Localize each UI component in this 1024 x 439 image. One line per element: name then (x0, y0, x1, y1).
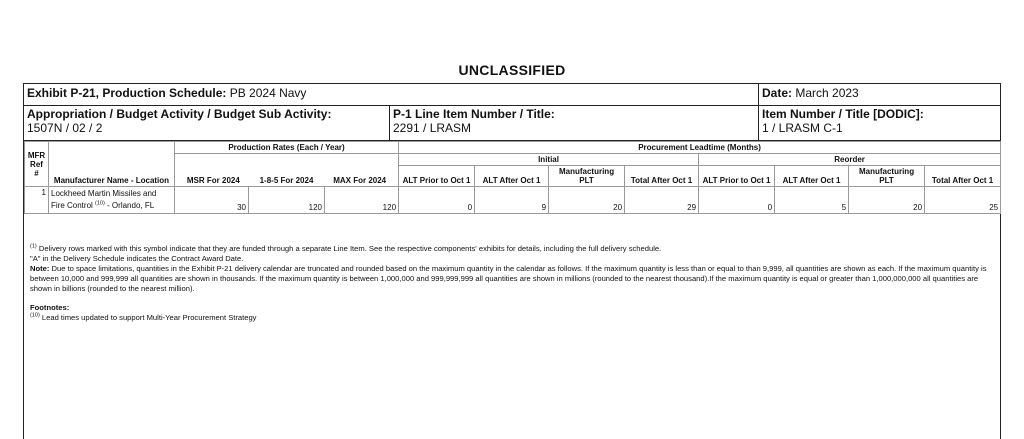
header-row-2 (24, 105, 1000, 141)
appropriation-value: 1507N / 02 / 2 (27, 121, 103, 135)
procurement-leadtime-header: Procurement Leadtime (Months) (399, 142, 1001, 154)
value-cell: 120 (325, 187, 399, 214)
item-number-value: 1 / LRASM C-1 (762, 121, 843, 135)
column-header: MAX For 2024 (333, 176, 387, 185)
column-header: Manufacturing PLT (549, 166, 625, 187)
rounding-note (30, 264, 996, 294)
note-text: Due to space limitations, quantities in the Exhibit P-21 delivery calendar are truncated and rounded based on the maximum quantity in the calendar as follows. If the maximum quantity is less than or equal to than 9,999, all quantities are shown as each. If the maximum quantity is between 10,000 and 999,999 all quantities are shown in thousands. If the maximum quantity is between 1,000,000 and 999,999,999 all quantities are shown in millions (rounded to the nearest thousand).If the maximum quantity is equal or greater than 1,000,000,000 all quantities are shown in billions (rounded to the nearest million). (30, 264, 987, 293)
manufacturer-cell (49, 187, 175, 214)
note-label: Note: (30, 264, 50, 273)
exhibit-label: Exhibit P-21, Production Schedule: (27, 86, 227, 100)
value-cell: 9 (475, 187, 549, 214)
value-cell: 20 (549, 187, 625, 214)
footnote-marker: (10) (95, 200, 105, 207)
date-label: Date: (762, 86, 793, 100)
p1-line-item-value: 2291 / LRASM (393, 121, 472, 135)
column-header: ALT Prior to Oct 1 (399, 166, 475, 187)
column-header: Total After Oct 1 (625, 166, 699, 187)
footnote-item (30, 313, 996, 323)
mfr-ref-cell: 1 (25, 187, 49, 214)
date-cell (758, 84, 1000, 105)
value-cell: 25 (925, 187, 1001, 214)
classification-banner: UNCLASSIFIED (458, 62, 566, 78)
date-value: March 2023 (795, 86, 859, 100)
exhibit-frame (23, 83, 1001, 439)
column-header: Manufacturing PLT (849, 166, 925, 187)
manufacturer-location: - Orlando, FL (107, 201, 155, 210)
header-row-1 (24, 84, 1000, 106)
delivery-note-text: Delivery rows marked with this symbol indicate that they are funded through a separate Line Item. See the respective components' exhibits for details, including the full delivery schedule. (38, 244, 662, 253)
column-header: ALT After Oct 1 (775, 166, 849, 187)
value-cell: 120 (249, 187, 325, 214)
column-header: 1-8-5 For 2024 (259, 176, 314, 185)
production-rates-header: Production Rates (Each / Year) (175, 142, 399, 154)
table-row (25, 187, 1001, 214)
production-rates-spacer (175, 154, 399, 187)
value-cell: 0 (399, 187, 475, 214)
appropriation-cell (24, 105, 389, 140)
value-cell: 29 (625, 187, 699, 214)
p1-line-item-cell (389, 105, 758, 140)
item-number-label: Item Number / Title [DODIC]: (762, 107, 924, 121)
manufacturer-header: Manufacturer Name - Location (49, 142, 175, 187)
p1-line-item-label: P-1 Line Item Number / Title: (393, 107, 555, 121)
production-schedule-table (24, 141, 1001, 214)
table-header-row-1 (25, 142, 1001, 154)
value-cell: 0 (699, 187, 775, 214)
value-cell: 5 (775, 187, 849, 214)
exhibit-value: PB 2024 Navy (229, 86, 307, 100)
column-header: Total After Oct 1 (925, 166, 1001, 187)
manufacturer-name: Lockheed Martin Missiles and Fire Control (51, 189, 157, 210)
initial-header: Initial (399, 154, 699, 166)
contract-note: "A" in the Delivery Schedule indicates the Contract Award Date. (30, 254, 244, 263)
value-cell: 30 (175, 187, 249, 214)
notes-section (30, 244, 996, 323)
column-header: ALT Prior to Oct 1 (699, 166, 775, 187)
column-header: MSR For 2024 (186, 176, 240, 185)
exhibit-cell (24, 84, 758, 105)
mfr-ref-header: MFR Ref # (25, 142, 49, 187)
footnote-marker: (10) (30, 312, 40, 319)
item-number-cell (758, 105, 1000, 140)
delivery-note (30, 244, 996, 254)
column-header: ALT After Oct 1 (475, 166, 549, 187)
appropriation-label: Appropriation / Budget Activity / Budget Sub Activity: (27, 107, 332, 121)
value-cell: 20 (849, 187, 925, 214)
footnotes-heading: Footnotes: (30, 303, 70, 312)
footnote-text: Lead times updated to support Multi-Year Procurement Strategy (41, 313, 257, 322)
footnote-marker: (1) (30, 243, 37, 250)
reorder-header: Reorder (699, 154, 1001, 166)
